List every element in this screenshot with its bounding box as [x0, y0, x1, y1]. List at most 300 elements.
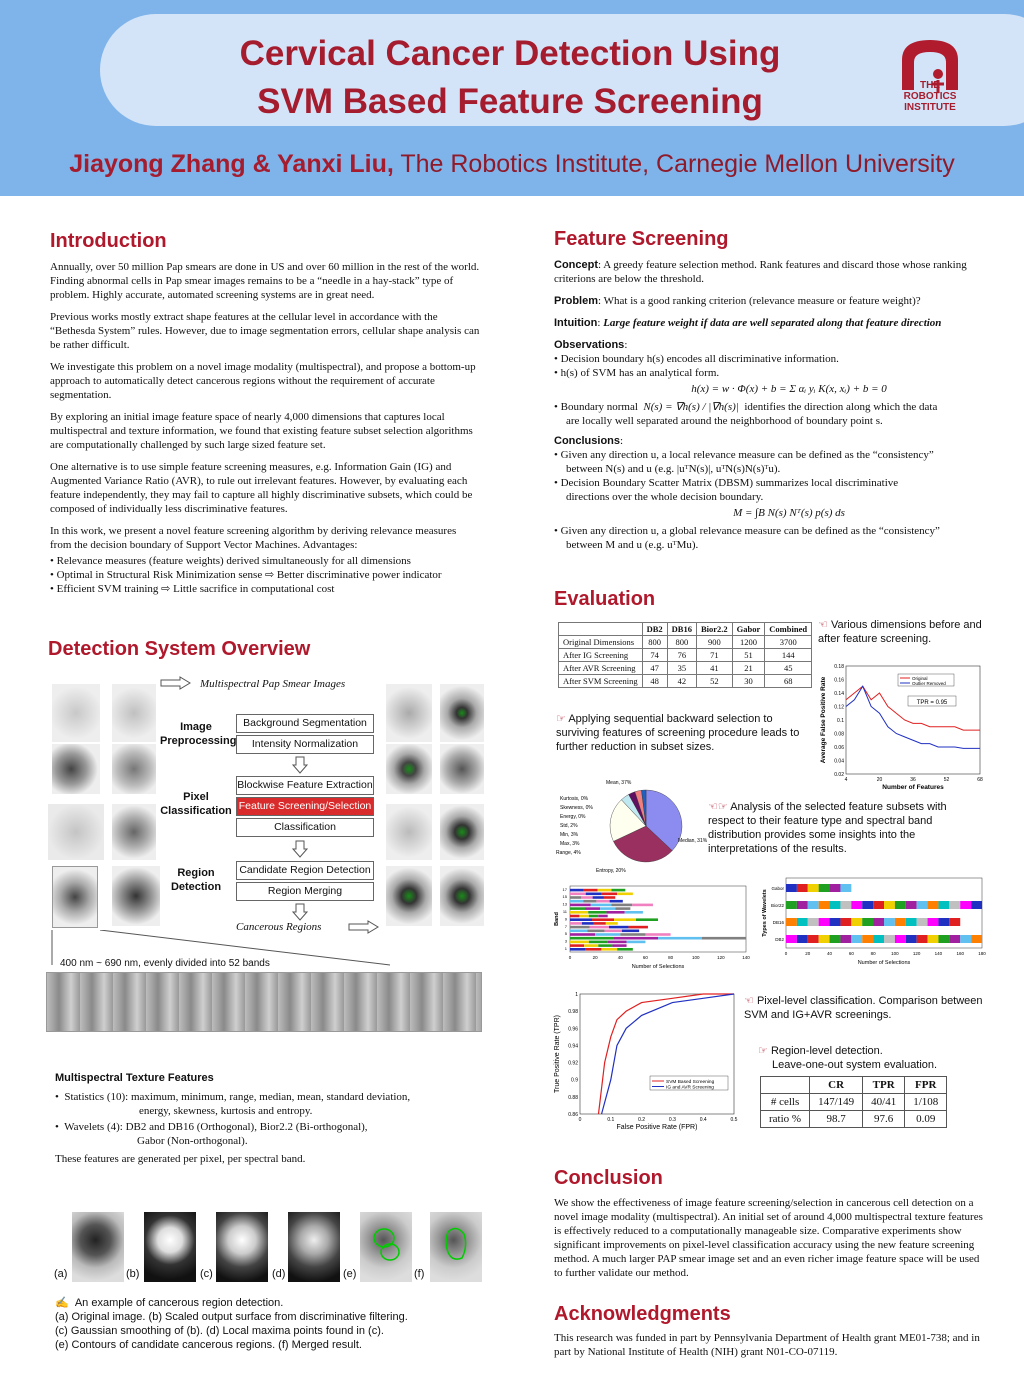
- bar-segment: [917, 918, 928, 926]
- bar-segment: [960, 901, 971, 909]
- pointing-hand-icon: ☜: [818, 619, 828, 631]
- bar-segment: [628, 926, 647, 929]
- legend-label: SVM Based Screening: [666, 1080, 715, 1085]
- texture-bullet: Statistics (10): maximum, minimum, range, median, mean, standard deviation,: [64, 1091, 411, 1103]
- observation-bullet: • Decision boundary h(s) encodes all discriminative information.: [554, 353, 839, 365]
- bar-segment: [591, 904, 612, 907]
- arrow-down-icon: [292, 756, 308, 774]
- bar-segment: [917, 935, 928, 943]
- bar-segment: [598, 889, 612, 892]
- poster-header: [0, 0, 1024, 196]
- conclusion-heading: Conclusion: [554, 1167, 663, 1189]
- bar-segment: [819, 935, 830, 943]
- observation-cont: are locally well separated around the neighborhood of boundary point s.: [566, 415, 883, 427]
- bar-segment: [632, 904, 653, 907]
- title-line-2: SVM Based Feature Screening: [257, 82, 763, 121]
- bar-segment: [608, 941, 627, 944]
- bar-segment: [598, 915, 607, 918]
- x-tick-label: 60: [642, 955, 648, 960]
- y-tick-label: Bior22: [770, 903, 784, 908]
- intuition-label: Intuition: [554, 317, 598, 329]
- bar-segment: [586, 948, 602, 951]
- bar-segment: [702, 937, 746, 940]
- bar-segment: [606, 922, 618, 925]
- texture-text: • Statistics (10): maximum, minimum, range, median, mean, standard deviation, energy, skewness, kurtosis and entropy. • Wavelets (4): DB2 and DB16 (Orthogonal), Bior2.2 (Bi-orthogonal), Gabor (Non-orthogonal). These features are generated per pixel, per spectral band.: [55, 1090, 475, 1166]
- bar-segment: [598, 944, 612, 947]
- contour-overlay: [360, 1212, 412, 1282]
- table-row: Original Dimensions 800 800 900 1200 3700: [559, 636, 812, 649]
- acknowledgments-text: This research was funded in part by Pennsylvania Department of Health grant ME01-738; and in part by National Institute of Health (NIH) grant N01-CO-07119.: [554, 1332, 980, 1358]
- stage-region-detection: Region Detection: [170, 867, 222, 893]
- bar-segment: [938, 901, 949, 909]
- bar-segment: [949, 935, 960, 943]
- bar-segment: [949, 901, 960, 909]
- bar-segment: [840, 935, 851, 943]
- legend-label: Original: [912, 676, 928, 681]
- bar-segment: [658, 937, 702, 940]
- author-names: Jiayong Zhang & Yanxi Liu,: [69, 150, 394, 178]
- x-tick-label: 60: [848, 951, 854, 956]
- observation-cont: identifies the direction along which the data: [744, 401, 938, 413]
- y-tick-label: Gabor: [771, 886, 784, 891]
- bar-segment: [585, 907, 600, 910]
- x-tick-label: 180: [978, 951, 986, 956]
- table-row: After AVR Screening 47 35 41 21 45: [559, 662, 812, 675]
- bar-segment: [625, 911, 643, 914]
- table-row: After SVM Screening 48 42 52 30 68: [559, 675, 812, 688]
- bar-segment: [862, 901, 873, 909]
- y-tick-label: 3: [564, 938, 567, 944]
- logo-line-2: ROBOTICS: [903, 91, 957, 102]
- bar-segment: [895, 918, 906, 926]
- feature-type-pie-chart: [556, 776, 716, 876]
- logo-line-1: THE: [920, 80, 940, 91]
- dbsm-equation: M = ∫B N(s) Nᵀ(s) p(s) ds: [733, 507, 845, 519]
- note-text: Pixel-level classification. Comparison between SVM and IG+AVR screenings.: [744, 995, 983, 1021]
- false-positive-chart: [818, 660, 988, 790]
- y-tick-label: 5: [564, 931, 567, 937]
- bar-segment: [620, 933, 645, 936]
- y-tick-label: 0.98: [568, 1009, 578, 1016]
- bar-segment: [830, 901, 841, 909]
- bar-segment: [606, 911, 624, 914]
- intro-paragraph: We investigate this problem on a novel image modality (multispectral), and propose a bottom-up approach to automatically detect cancerous regions without the requirement of accurate segmentation.: [50, 361, 476, 401]
- bar-segment: [627, 941, 646, 944]
- bar-segment: [928, 901, 939, 909]
- bar-segment: [570, 944, 584, 947]
- bar-segment: [570, 926, 589, 929]
- bar-segment: [797, 901, 808, 909]
- bar-segment: [605, 930, 622, 933]
- bar-segment: [570, 933, 595, 936]
- y-tick-label: 0.9: [571, 1077, 578, 1084]
- x-tick-label: 40: [827, 951, 833, 956]
- y-tick-label: 0.92: [568, 1060, 578, 1067]
- bar-segment: [819, 901, 830, 909]
- y-tick-label: 0.06: [834, 745, 844, 751]
- advantage-bullet: • Relevance measures (feature weights) derived simultaneously for all dimensions: [50, 555, 411, 567]
- bar-segment: [797, 918, 808, 926]
- pie-label: Range, 4%: [556, 850, 581, 856]
- observation-bullet: • h(s) of SVM has an analytical form.: [554, 367, 720, 379]
- region-results-table: [760, 1076, 947, 1128]
- y-tick-label: 17: [562, 886, 567, 892]
- label-e: (e): [343, 1268, 357, 1280]
- bar-segment: [938, 918, 949, 926]
- annotation: TPR = 0.95: [916, 700, 948, 706]
- bar-segment: [611, 889, 625, 892]
- normal-equation: N(s) = ∇h(s) / |∇h(s)|: [643, 401, 739, 413]
- bar-segment: [570, 893, 586, 896]
- bar-segment: [617, 948, 633, 951]
- x-tick-label: 68: [977, 777, 983, 783]
- bar-segment: [949, 918, 960, 926]
- x-tick-label: 140: [934, 951, 943, 956]
- feature-screening-text: Concept: A greedy feature selection method. Rank features and discard those whose ranking criterions are below the threshold. Problem: What is a good ranking criterion (relevance measure or feature weight)? Intuition: Large feature weight if data are well separated along that feature direction Observations: • Decision boundary h(s) encodes all discriminative information. • h(s) of SVM has an analytical form. h(x) = w · Φ(x) + b = Σ αᵢ yᵢ K(x, xᵢ) + b = 0 • Boundary normal N(s) = ∇h(s) / |∇h(s)| identifies the direction along which the data are locally well separated around the neighborhood of boundary point s. Conclusions: • Given any direction u, a local relevance measure can be defined as the “consistency” between N(s) and u (e.g. |uᵀN(s)|, uᵀN(s)N(s)ᵀu). • Decision Boundary Scatter Matrix (DBSM) summarizes local discriminative directions over the whole decision boundary. M = ∫B N(s) Nᵀ(s) p(s) ds • Given any direction u, a global relevance measure can be defined as the “consistency” between M and u (e.g. uᵀMu).: [554, 258, 984, 552]
- conclusion-text: We show the effectiveness of image feature screening/selection in cancerous cell detection on a novel image modality (multispectral). An initial set of around 4,000 multispectral texture features is effectively reduced to a computationally manageable size. Comparative experiments show significant improvements on pixel-level classification accuracy using the new feature screening method. A much larger PAP smear image set and an even richer image feature space will be used to further validate our method.: [554, 1197, 983, 1279]
- bar-segment: [570, 911, 588, 914]
- table-header: [559, 623, 643, 636]
- bar-segment: [601, 948, 617, 951]
- table-header-row: [559, 623, 812, 636]
- table-header-row: CR TPR FPR: [761, 1077, 947, 1094]
- bar-segment: [595, 933, 620, 936]
- table-header: DB16: [667, 623, 696, 636]
- roc-chart: [550, 988, 740, 1138]
- bar-segment: [570, 922, 582, 925]
- step-candidate-region-detection: Candidate Region Detection: [236, 861, 374, 880]
- x-tick-label: 20: [876, 777, 883, 783]
- bar-segment: [830, 935, 841, 943]
- input-label: Multispectral Pap Smear Images: [200, 678, 346, 690]
- pie-label: Kurtosis, 0%: [560, 796, 589, 802]
- step-intensity-normalization: Intensity Normalization: [236, 735, 374, 754]
- x-tick-label: 20: [592, 955, 598, 960]
- caption-line: (e) Contours of candidate cancerous regions. (f) Merged result.: [55, 1339, 362, 1351]
- bar-segment: [581, 896, 592, 899]
- conclusion-bullet: • Given any direction u, a local relevance measure can be defined as the “consistency”: [554, 449, 934, 461]
- y-tick-label: 1: [564, 946, 567, 951]
- observations-label: Observations: [554, 339, 625, 351]
- feature-screening-heading: Feature Screening: [554, 228, 729, 250]
- caption-line: (c) Gaussian smoothing of (b). (d) Local maxima points found in (c).: [55, 1325, 384, 1337]
- bar-segment: [588, 911, 606, 914]
- bar-segment: [570, 948, 586, 951]
- pencil-icon: ✍: [55, 1297, 69, 1309]
- y-tick-label: 7: [564, 923, 567, 929]
- x-tick-label: 140: [742, 955, 750, 960]
- x-tick-label: 100: [691, 955, 700, 960]
- x-tick-label: 0.3: [668, 1117, 676, 1123]
- bar-segment: [570, 889, 584, 892]
- bar-segment: [786, 918, 797, 926]
- y-tick-label: 0.88: [568, 1094, 578, 1101]
- pie-label: Entropy, 20%: [596, 868, 626, 874]
- bar-segment: [589, 915, 598, 918]
- x-tick-label: 4: [844, 777, 848, 783]
- pie-label: Median, 31%: [678, 838, 708, 844]
- authors-line: [0, 150, 1024, 179]
- introduction-text: [50, 260, 480, 596]
- intro-paragraph: In this work, we present a novel feature screening algorithm by deriving relevance measures from the decision boundary of Support Vector Machines. Advantages:: [50, 525, 457, 551]
- y-tick-label: 1: [575, 992, 578, 998]
- bar-segment: [600, 907, 615, 910]
- table-header: DB2: [642, 623, 667, 636]
- spectral-bands-strip: [46, 972, 482, 1032]
- step-blockwise-feature-extraction: Blockwise Feature Extraction: [236, 776, 374, 795]
- texture-heading: Multispectral Texture Features: [55, 1072, 214, 1084]
- step-background-segmentation: Background Segmentation: [236, 714, 374, 733]
- y-tick-label: 13: [562, 901, 567, 907]
- bar-segment: [570, 896, 581, 899]
- bar-segment: [797, 935, 808, 943]
- bar-segment: [584, 944, 598, 947]
- x-tick-label: 160: [956, 951, 964, 956]
- bar-segment: [570, 900, 583, 903]
- pie-label: Std, 2%: [560, 823, 578, 829]
- bar-segment: [819, 884, 830, 892]
- bar-segment: [928, 935, 939, 943]
- y-tick-label: DB2: [775, 937, 784, 942]
- y-tick-label: 0.94: [568, 1043, 578, 1050]
- affiliation: The Robotics Institute, Carnegie Mellon University: [400, 150, 955, 178]
- y-tick-label: 0.04: [834, 758, 844, 765]
- y-tick-label: 0.02: [834, 772, 844, 778]
- x-tick-label: 52: [943, 777, 950, 783]
- x-tick-label: 0.1: [607, 1117, 615, 1123]
- y-tick-label: 0.1: [837, 718, 844, 724]
- pie-label: Energy, 0%: [560, 814, 586, 820]
- bar-segment: [797, 884, 808, 892]
- bar-segment: [612, 944, 626, 947]
- y-axis-label: Band: [554, 912, 560, 926]
- conclusion-cont: between N(s) and u (e.g. |uᵀN(s)|, uᵀN(s)N(s)ᵀu).: [566, 463, 781, 475]
- pointing-hand-icon: ☞: [556, 713, 566, 725]
- x-tick-label: 0.4: [699, 1117, 707, 1123]
- y-axis-label: Average False Positive Rate: [820, 676, 827, 764]
- bar-segment: [636, 918, 658, 921]
- bar-segment: [593, 896, 604, 899]
- svm-equation: h(x) = w · Φ(x) + b = Σ αᵢ yᵢ K(x, xᵢ) + b = 0: [691, 383, 887, 395]
- conclusion-bullet: • Given any direction u, a global relevance measure can be defined as the “consistency”: [554, 525, 940, 537]
- bar-segment: [884, 935, 895, 943]
- y-tick-label: 9: [564, 916, 567, 922]
- note-text: Region-level detection.: [770, 1045, 883, 1057]
- y-tick-label: 0.96: [568, 1026, 578, 1033]
- y-tick-label: 0.08: [834, 731, 844, 738]
- pie-label: Min, 3%: [560, 832, 579, 838]
- bar-segment: [587, 930, 604, 933]
- note-pixel: [744, 994, 984, 1022]
- example-caption: [55, 1296, 485, 1352]
- bar-segment: [579, 915, 588, 918]
- title-line-1: Cervical Cancer Detection Using: [239, 34, 781, 73]
- x-tick-label: 20: [805, 951, 811, 956]
- bar-segment: [586, 893, 602, 896]
- overview-heading: Detection System Overview: [48, 638, 311, 660]
- x-tick-label: 36: [910, 777, 916, 783]
- x-tick-label: 40: [617, 955, 623, 960]
- note-sbs: [556, 712, 806, 754]
- bar-segment: [906, 901, 917, 909]
- bar-segment: [645, 933, 670, 936]
- y-tick-label: 0.18: [834, 664, 844, 670]
- bar-segment: [570, 907, 585, 910]
- bar-segment: [971, 901, 982, 909]
- acknowledgments-heading: Acknowledgments: [554, 1303, 731, 1325]
- bar-segment: [840, 884, 851, 892]
- bar-segment: [808, 884, 819, 892]
- x-tick-label: 80: [668, 955, 674, 960]
- bar-segment: [851, 901, 862, 909]
- bar-segment: [808, 901, 819, 909]
- observation-bullet: • Boundary normal: [554, 401, 638, 413]
- y-axis-label: True Positive Rate (TPR): [554, 1015, 561, 1093]
- step-region-merging: Region Merging: [236, 882, 374, 901]
- bar-segment: [840, 901, 851, 909]
- bar-segment: [596, 900, 609, 903]
- intro-paragraph: Annually, over 50 million Pap smears are done in US and over 60 million in the rest of the world. Finding abnormal cells in Pap smear images remains to be a “needle in a hay-stack” type of problem. Highly accurate, automated screening systems are in great need.: [50, 261, 480, 301]
- intro-paragraph: By exploring an initial image feature space of nearly 4,000 dimensions that captures local multispectral and texture information, we found that existing feature subset selection algorithms are computationally challenged by such large sized feature set.: [50, 411, 473, 451]
- bar-segment: [917, 901, 928, 909]
- advantage-bullet: • Optimal in Structural Risk Minimization sense ⇨ Better discriminative power indicator: [50, 569, 442, 581]
- step-classification: Classification: [236, 818, 374, 837]
- bar-segment: [840, 918, 851, 926]
- label-c: (c): [200, 1268, 213, 1280]
- conclusion-bullet: • Decision Boundary Scatter Matrix (DBSM) summarizes local discriminative: [554, 477, 899, 489]
- dimensions-table: [558, 622, 812, 688]
- conclusion-cont: between M and u (e.g. uᵀMu).: [566, 539, 699, 551]
- y-tick-label: 0.12: [834, 704, 844, 711]
- conclusions-label: Conclusions: [554, 435, 621, 447]
- wavelet-selection-chart: [758, 874, 988, 974]
- advantage-bullet: • Efficient SVM training ⇨ Little sacrifice in computational cost: [50, 583, 335, 595]
- arrow-right-icon: [160, 676, 192, 690]
- bar-segment: [830, 918, 841, 926]
- bar-segment: [584, 889, 598, 892]
- intro-paragraph: Previous works mostly extract shape features at the cellular level in accordance with the “Bethesda System” rules. However, due to image segmentation errors, cellular shape analysis can be rather difficult.: [50, 311, 480, 351]
- x-axis-label: False Positive Rate (FPR): [616, 1124, 698, 1131]
- bar-segment: [928, 918, 939, 926]
- bar-segment: [851, 918, 862, 926]
- y-tick-label: 15: [562, 894, 567, 900]
- label-f: (f): [414, 1268, 425, 1280]
- concept-label: Concept: [554, 259, 598, 271]
- note-text: Various dimensions before and after feature screening.: [818, 619, 982, 645]
- problem-label: Problem: [554, 295, 599, 307]
- logo-text: [895, 80, 965, 113]
- note-analysis: [708, 800, 984, 856]
- texture-bullet-cont: Gabor (Non-orthogonal).: [137, 1135, 248, 1147]
- bar-segment: [614, 918, 636, 921]
- table-header: Bior2.2: [696, 623, 732, 636]
- table-row: After IG Screening 74 76 71 51 144: [559, 649, 812, 662]
- bar-segment: [830, 884, 841, 892]
- intuition-text: Large feature weight if data are well separated along that feature direction: [603, 317, 942, 329]
- x-tick-label: 100: [891, 951, 899, 956]
- bar-segment: [570, 937, 614, 940]
- texture-footer: These features are generated per pixel, per spectral band.: [55, 1153, 306, 1165]
- bar-segment: [938, 935, 949, 943]
- bar-segment: [960, 935, 971, 943]
- caption-line: An example of cancerous region detection.: [74, 1297, 284, 1309]
- bar-segment: [589, 926, 608, 929]
- bar-segment: [884, 918, 895, 926]
- y-tick-label: DB16: [772, 920, 784, 925]
- table-row: ratio % 98.7 97.6 0.09: [761, 1111, 947, 1128]
- bar-segment: [808, 918, 819, 926]
- table-header: Gabor: [732, 623, 765, 636]
- output-label: Cancerous Regions: [236, 921, 322, 933]
- poster-title: [150, 30, 870, 126]
- merged-contour-overlay: [430, 1212, 482, 1282]
- bar-segment: [851, 935, 862, 943]
- label-a: (a): [54, 1268, 68, 1280]
- y-tick-label: 0.14: [834, 691, 844, 697]
- bar-segment: [610, 900, 623, 903]
- label-b: (b): [126, 1268, 140, 1280]
- bar-segment: [582, 922, 594, 925]
- bar-segment: [611, 904, 632, 907]
- x-tick-label: 0.5: [730, 1117, 738, 1123]
- bar-segment: [819, 918, 830, 926]
- bar-segment: [873, 901, 884, 909]
- bar-segment: [906, 918, 917, 926]
- note-region: [758, 1044, 984, 1072]
- bar-segment: [589, 941, 608, 944]
- bar-segment: [570, 930, 587, 933]
- bar-segment: [601, 893, 617, 896]
- note-text: Applying sequential backward selection to surviving features of screening procedure leads to further reduction in subset sizes.: [556, 713, 800, 753]
- bar-segment: [786, 901, 797, 909]
- stage-image-preprocessing: Image Preprocessing: [160, 721, 237, 747]
- y-tick-label: 0.16: [834, 677, 844, 684]
- bar-segment: [609, 926, 628, 929]
- legend-label: IG and AVR Screening: [666, 1085, 714, 1091]
- bar-segment: [583, 900, 596, 903]
- x-tick-label: 120: [717, 955, 725, 960]
- bar-segment: [594, 922, 606, 925]
- logo-line-3: INSTITUTE: [904, 102, 956, 113]
- note-text: Leave-one-out system evaluation.: [772, 1059, 938, 1071]
- x-tick-label: 0: [784, 951, 788, 956]
- texture-bullet: Wavelets (4): DB2 and DB16 (Orthogonal), Bior2.2 (Bi-orthogonal),: [64, 1121, 368, 1133]
- bar-segment: [570, 918, 592, 921]
- bar-segment: [862, 918, 873, 926]
- bar-segment: [570, 904, 591, 907]
- stage-pixel-classification: Pixel Classification: [160, 791, 232, 817]
- table-row: # cells 147/149 40/41 1/108: [761, 1094, 947, 1111]
- bar-segment: [786, 935, 797, 943]
- evaluation-heading: Evaluation: [554, 588, 656, 610]
- problem-text: : What is a good ranking criterion (relevance measure or feature weight)?: [598, 295, 921, 307]
- x-tick-label: 0.2: [638, 1117, 646, 1123]
- x-axis-label: Number of Features: [882, 784, 944, 790]
- bar-segment: [873, 935, 884, 943]
- x-axis-label: Number of Selections: [857, 960, 911, 966]
- bar-segment: [895, 901, 906, 909]
- bar-segment: [895, 935, 906, 943]
- bar-segment: [617, 893, 633, 896]
- note-dimensions: [818, 618, 988, 646]
- bar-segment: [570, 915, 579, 918]
- bar-segment: [971, 935, 982, 943]
- legend-label: Outlier Removed: [912, 681, 946, 686]
- pointing-hand-icon: ☜: [744, 995, 754, 1007]
- caption-line: (a) Original image. (b) Scaled output surface from discriminative filtering.: [55, 1311, 408, 1323]
- y-axis-label: Types of Wavelets: [762, 889, 768, 937]
- band-caption: 400 nm ~ 690 nm, evenly divided into 52 bands: [60, 958, 270, 969]
